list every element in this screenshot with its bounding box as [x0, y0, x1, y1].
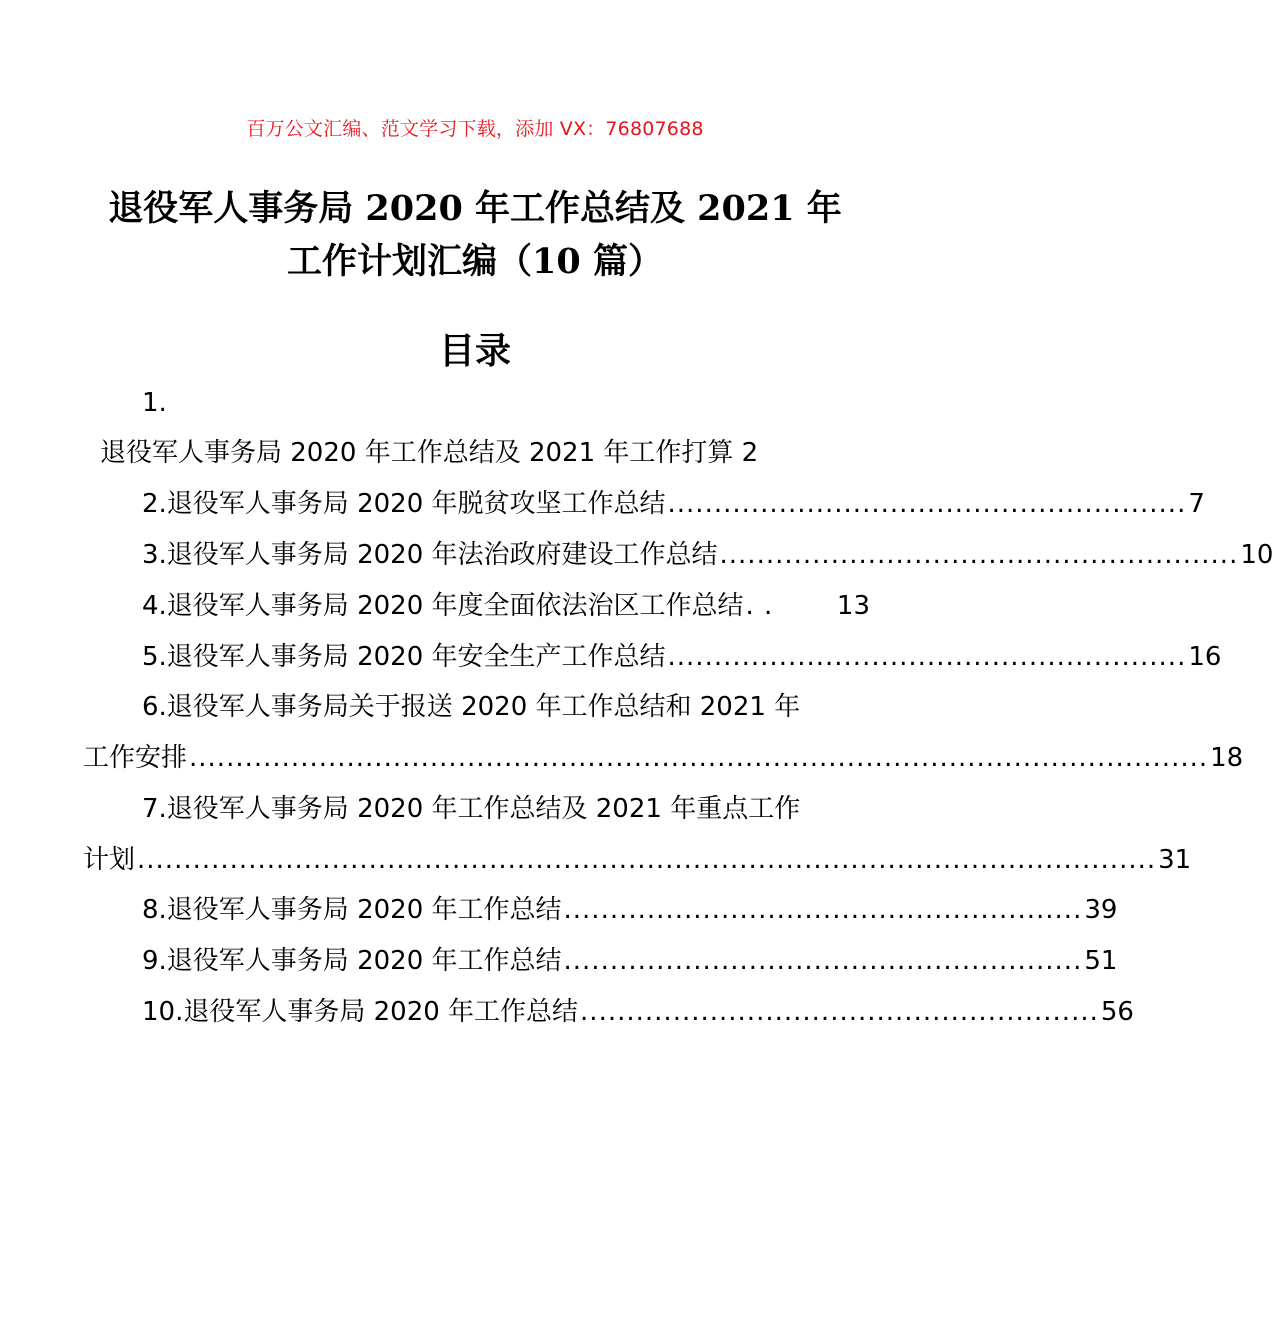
toc-item-5: [142, 637, 1222, 677]
toc-item-3: [142, 535, 1273, 575]
toc-page-number: 16: [1188, 642, 1222, 672]
document-title-line-2: 工作计划汇编（10 篇）: [287, 241, 663, 282]
toc-item-2: [142, 484, 1205, 524]
toc-leader-dots: . .: [745, 591, 774, 621]
toc-leader-dots: ........................................................: [563, 946, 1083, 976]
toc-page-number: 18: [1210, 743, 1244, 773]
toc-item-title: 10.退役军人事务局 2020 年工作总结: [142, 997, 579, 1027]
toc-item-4: [142, 586, 870, 626]
header-note: 百万公文汇编、范文学习下载，添加 VX：76807688: [246, 118, 704, 140]
toc-page-number: 13: [836, 591, 870, 621]
toc-item-8: [142, 890, 1118, 930]
toc-leader-dots: ........................................................: [667, 642, 1187, 672]
toc-item-10: [142, 992, 1134, 1032]
toc-item-6-line-2: [83, 738, 1244, 778]
toc-item-title: 工作安排: [83, 743, 188, 773]
toc-page-number: 51: [1084, 946, 1118, 976]
toc-leader-dots: ..............................................................................................................: [189, 743, 1209, 773]
toc-page-number: 7: [1188, 489, 1205, 519]
toc-leader-dots: ........................................................: [719, 540, 1239, 570]
toc-item-title: 9.退役军人事务局 2020 年工作总结: [142, 946, 562, 976]
toc-item-1-number: 1.: [142, 388, 167, 418]
toc-item-title: 8.退役军人事务局 2020 年工作总结: [142, 895, 562, 925]
toc-leader-dots: ........................................................: [667, 489, 1187, 519]
toc-item-title: 2.退役军人事务局 2020 年脱贫攻坚工作总结: [142, 489, 666, 519]
toc-heading: 目录: [438, 331, 511, 372]
toc-page-number: 56: [1100, 997, 1134, 1027]
toc-item-1-text: 退役军人事务局 2020 年工作总结及 2021 年工作打算 2: [100, 438, 759, 468]
toc-item-7-line-1: 7.退役军人事务局 2020 年工作总结及 2021 年重点工作: [142, 794, 801, 824]
toc-item-title: 3.退役军人事务局 2020 年法治政府建设工作总结: [142, 540, 718, 570]
toc-page-number: 10: [1240, 540, 1273, 570]
toc-item-9: [142, 941, 1118, 981]
toc-page-number: 39: [1084, 895, 1118, 925]
toc-item-title: 4.退役军人事务局 2020 年度全面依法治区工作总结: [142, 591, 744, 621]
toc-leader-dots: ..............................................................................................................: [137, 845, 1157, 875]
toc-item-title: 5.退役军人事务局 2020 年安全生产工作总结: [142, 642, 666, 672]
document-title-line-1: 退役军人事务局 2020 年工作总结及 2021 年: [108, 188, 842, 229]
toc-item-7-line-2: [83, 840, 1192, 880]
toc-item-title: 计划: [83, 845, 136, 875]
toc-page-number: 31: [1158, 845, 1192, 875]
toc-leader-dots: ........................................................: [580, 997, 1099, 1027]
toc-item-6-line-1: 6.退役军人事务局关于报送 2020 年工作总结和 2021 年: [142, 692, 801, 722]
toc-leader-dots: ........................................................: [563, 895, 1083, 925]
